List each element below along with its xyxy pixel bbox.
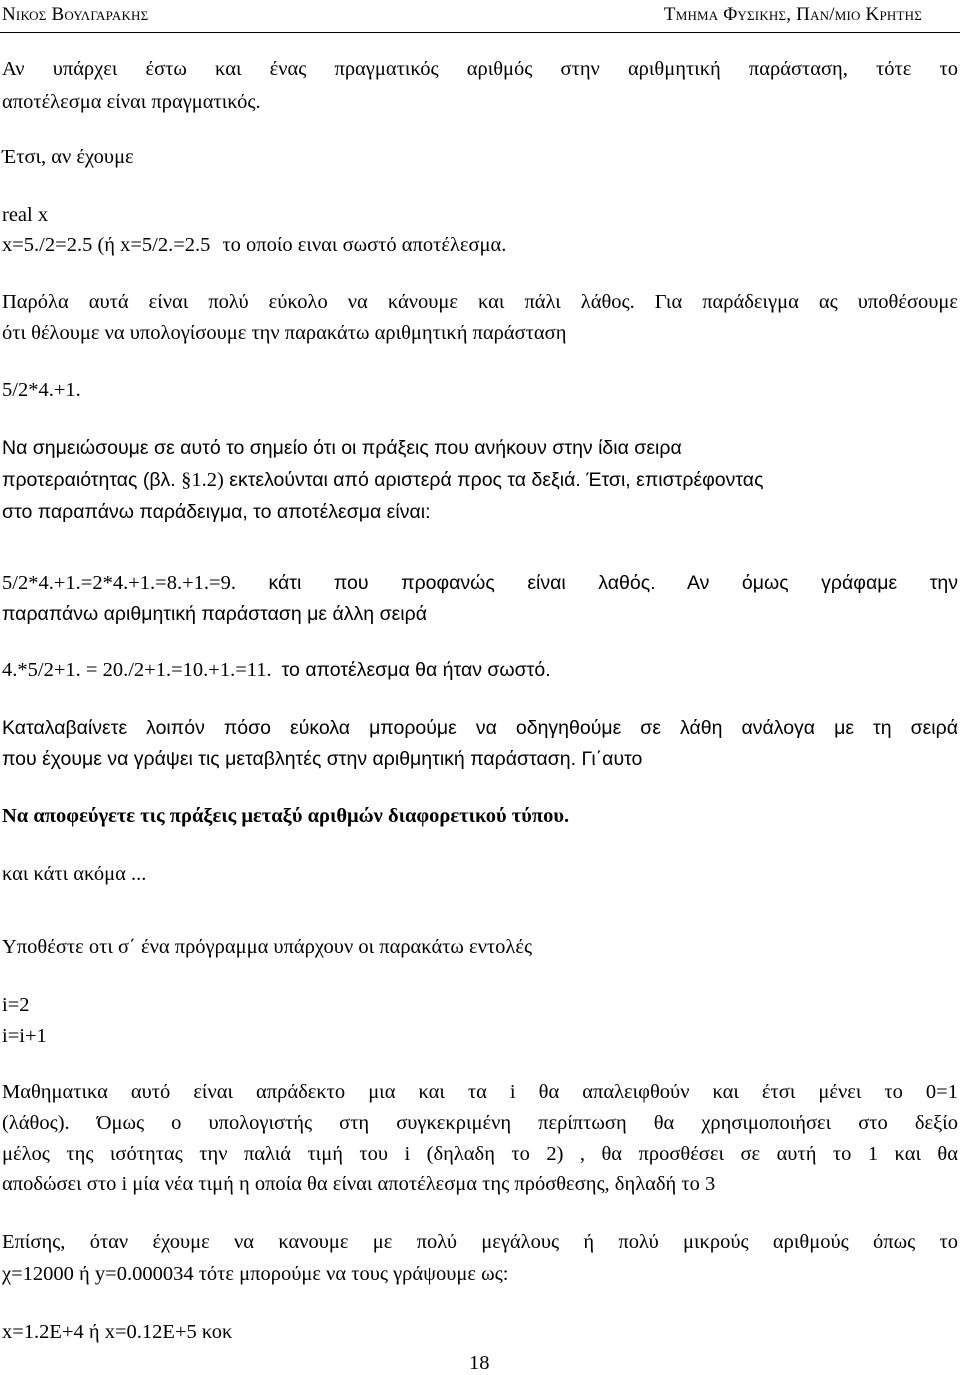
page-number: 18 — [469, 1352, 490, 1374]
paragraph-line — [2, 571, 958, 595]
paragraph-line: Παρόλα αυτά είναι πολύ εύκολο να κάνουμε και πάλι λάθος. Για παράδειγμα ας υποθέσουμε — [2, 291, 958, 313]
section-reference: §1.2) — [181, 469, 224, 491]
paragraph-line: Επίσης, όταν έχουμε να κανουμε με πολύ μεγάλους ή πολύ μικρούς αριθμούς όπως το — [2, 1231, 958, 1253]
paragraph-line: Έτσι, αν έχουμε — [2, 146, 134, 168]
paragraph-line: αποδώσει στο i μία νέα τιμή η οποία θα είναι αποτέλεσμα της πρόσθεσης, δηλαδή το 3 — [2, 1173, 716, 1195]
paragraph-line: στο παραπάνω παράδειγμα, το αποτέλεσμα είναι: — [2, 501, 431, 523]
paragraph-line: αποτέλεσμα είναι πραγματικός. — [2, 91, 261, 113]
paragraph-line: Να σημειώσουμε σε αυτό το σημείο ότι οι πράξεις που ανήκουν στην ίδια σειρα — [2, 437, 682, 459]
running-header — [0, 2, 960, 33]
paragraph-line: και κάτι ακόμα ... — [2, 863, 147, 885]
code-line — [2, 233, 506, 257]
code-line: i=i+1 — [2, 1025, 47, 1047]
header-author: Νικος Βουλγαρακης — [2, 4, 149, 25]
code-line: real x — [2, 204, 49, 226]
emphasis-line: Να αποφεύγετε τις πράξεις μεταξύ αριθμών διαφορετικού τύπου. — [2, 805, 570, 827]
paragraph-line: Καταλαβαίνετε λοιπόν πόσο εύκολα μπορούμε να οδηγηθούμε σε λάθη ανάλογα με τη σειρά — [2, 717, 958, 739]
paragraph-line: Υποθέστε οτι σ΄ ένα πρόγραμμα υπάρχουν οι παρακάτω εντολές — [2, 936, 533, 958]
text-span: κάτι που προφανώς είναι λαθός. Αν όμως γράφαμε την — [235, 572, 958, 594]
paragraph-line: που έχουμε να γράψει τις μεταβλητές στην αριθμητική παράσταση. Γι΄αυτο — [2, 748, 643, 770]
code-expression: 5/2*4.+1.=2*4.+1.=8.+1.=9. — [2, 572, 236, 594]
paragraph-line: μέλος της ισότητας την παλιά τιμή του i (δηλαδη το 2) , θα προσθέσει σε αυτή το 1 και θα — [2, 1143, 958, 1165]
paragraph-line — [2, 468, 763, 492]
paragraph-line: ότι θέλουμε να υπολογίσουμε την παρακάτω αριθμητική παράσταση — [2, 322, 567, 344]
paragraph-line: Μαθηματικα αυτό είναι απράδεκτο μια και τα i θα απαλειφθούν και έτσι μένει το 0=1 — [2, 1081, 958, 1103]
code-line: 5/2*4.+1. — [2, 379, 81, 401]
text-span: εκτελούνται από αριστερά προς τα δεξιά. Έτσι, επιστρέφοντας — [223, 469, 764, 491]
paragraph-line: (λάθος). Όμως ο υπολογιστής στη συγκεκριμένη περίπτωση θα χρησιμοποιήσει στο δεξίο — [2, 1112, 958, 1134]
code-line — [2, 658, 551, 682]
text-span: προτεραιότητας (βλ. — [2, 469, 182, 491]
paragraph-line: Αν υπάρχει έστω και ένας πραγματικός αριθμός στην αριθμητική παράσταση, τότε το — [2, 58, 958, 80]
code-expression: 4.*5/2+1. = 20./2+1.=10.+1.=11. — [2, 659, 272, 681]
code-line: x=1.2E+4 ή x=0.12E+5 κοκ — [2, 1321, 233, 1343]
paragraph-line: χ=12000 ή y=0.000034 τότε μπορούμε να τους γράψουμε ως: — [2, 1263, 509, 1285]
code-expression: x=5./2=2.5 (ή x=5/2.=2.5 — [2, 234, 211, 256]
code-line: i=2 — [2, 994, 30, 1016]
text-span: το αποτέλεσμα θα ήταν σωστό. — [281, 659, 551, 681]
header-department: Τμημα Φυσικης, Παν/μιο Κρητης — [663, 4, 922, 25]
paragraph-line: παραπάνω αριθμητική παράσταση με άλλη σειρά — [2, 603, 427, 625]
code-comment: το οποίο ειναι σωστό αποτέλεσμα. — [222, 234, 507, 256]
